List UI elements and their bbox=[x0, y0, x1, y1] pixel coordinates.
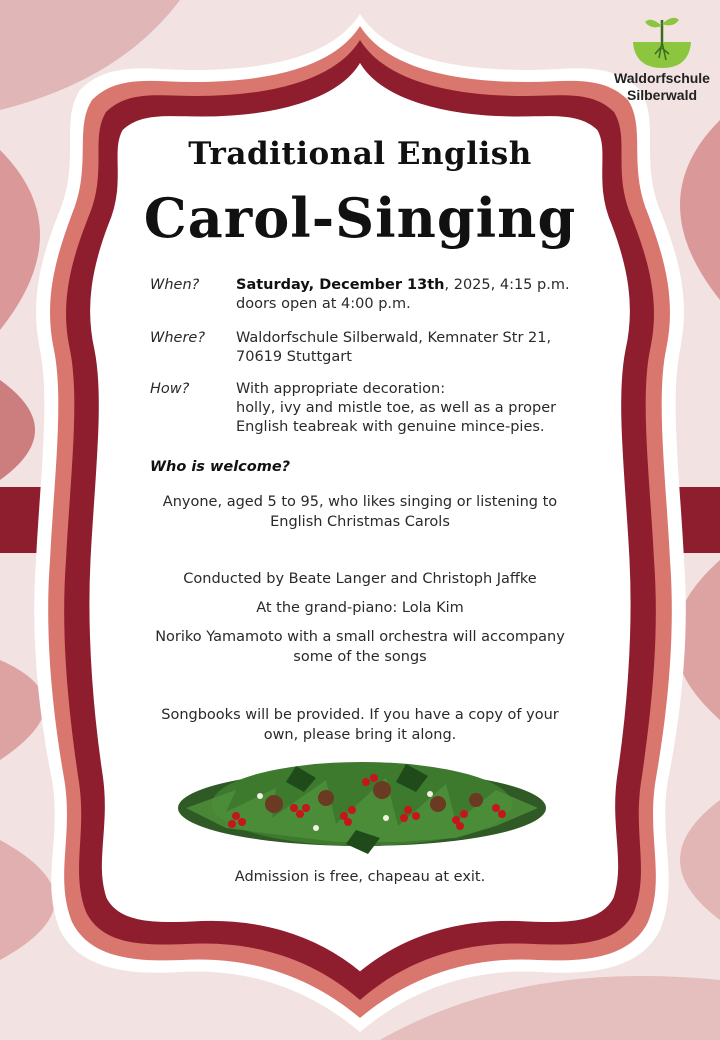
conducted-by: Conducted by Beate Langer and Christoph Jaffke bbox=[183, 571, 537, 587]
welcome-line-2: English Christmas Carols bbox=[270, 514, 450, 530]
when-value bbox=[236, 276, 576, 314]
school-logo bbox=[612, 12, 712, 104]
orchestra-credit bbox=[140, 627, 580, 667]
where-line-2: 70619 Stuttgart bbox=[236, 349, 352, 365]
how-label: How? bbox=[150, 381, 190, 397]
where-value bbox=[236, 329, 576, 367]
logo-line-1: Waldorfschule bbox=[614, 70, 710, 86]
when-label: When? bbox=[150, 277, 200, 293]
title-line-2: Carol-Singing bbox=[143, 186, 577, 250]
where-label: Where? bbox=[150, 330, 206, 346]
admission-note: Admission is free, chapeau at exit. bbox=[234, 869, 486, 885]
when-doors: doors open at 4:00 p.m. bbox=[236, 296, 411, 312]
orchestra-line-2: some of the songs bbox=[293, 649, 427, 665]
title-line-1: Traditional English bbox=[188, 136, 532, 172]
where-line-1: Waldorfschule Silberwald, Kemnater Str 21, bbox=[236, 330, 552, 346]
orchestra-line-1: Noriko Yamamoto with a small orchestra will accompany bbox=[155, 629, 565, 645]
how-line-1: With appropriate decoration: bbox=[236, 381, 446, 397]
welcome-text bbox=[140, 492, 580, 532]
when-date: Saturday, December 13th bbox=[236, 277, 445, 293]
when-time: , 2025, 4:15 p.m. bbox=[444, 277, 570, 293]
welcome-heading: Who is welcome? bbox=[150, 459, 291, 475]
piano-credit: At the grand-piano: Lola Kim bbox=[256, 600, 464, 616]
how-value bbox=[236, 380, 576, 437]
plant-bowl-icon bbox=[631, 12, 693, 70]
how-line-2: holly, ivy and mistle toe, as well as a proper bbox=[236, 400, 557, 416]
songbooks-line-1: Songbooks will be provided. If you have a copy of your bbox=[161, 707, 559, 723]
songbooks-line-2: own, please bring it along. bbox=[263, 727, 457, 743]
logo-line-2: Silberwald bbox=[626, 87, 698, 103]
holly-garland-image bbox=[176, 738, 548, 868]
how-line-3: English teabreak with genuine mince-pies. bbox=[236, 419, 545, 435]
welcome-line-1: Anyone, aged 5 to 95, who likes singing or listening to bbox=[162, 494, 558, 510]
